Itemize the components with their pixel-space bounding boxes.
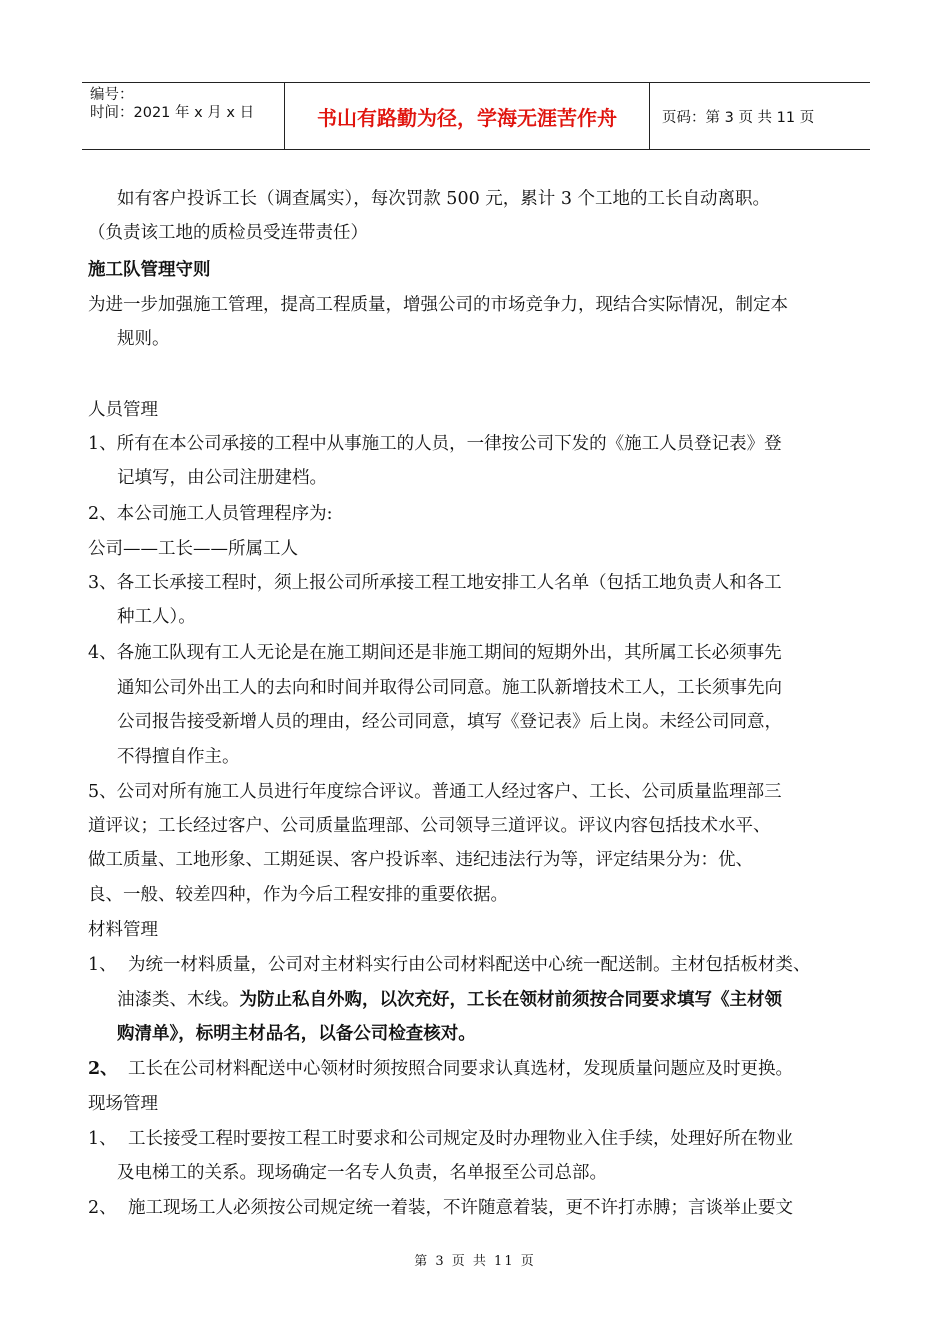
document-number-label: 编号：: [90, 87, 134, 103]
list-item: [88, 1122, 868, 1156]
list-item: [88, 948, 868, 982]
header-meta: [82, 83, 284, 149]
list-item: 1、所有在本公司承接的工程中从事施工的人员，一律按公司下发的《施工人员登记表》登: [88, 434, 782, 454]
paragraph: 如有客户投诉工长（调查属实），每次罚款 500 元，累计 3 个工地的工长自动离职。: [117, 189, 771, 209]
section-heading-site: 现场管理: [88, 1094, 158, 1114]
page-header: [82, 82, 870, 150]
emphasis-text: 为防止私自外购，以次充好，工长在领材前须按合同要求填写《主材领: [239, 990, 782, 1010]
list-item-continuation: 记填写，由公司注册建档。: [117, 468, 327, 488]
list-item-continuation: 公司报告接受新增人员的理由，经公司同意，填写《登记表》后上岗。未经公司同意，: [117, 712, 782, 732]
list-item: 3、各工长承接工程时，须上报公司所承接工程工地安排工人名单（包括工地负责人和各工: [88, 573, 782, 593]
list-item-continuation: 及电梯工的关系。现场确定一名专人负责，名单报至公司总部。: [117, 1163, 607, 1183]
emphasis-text: 购清单》，标明主材品名，以备公司检查核对。: [117, 1024, 476, 1044]
paragraph: （负责该工地的质检员受连带责任）: [88, 223, 368, 243]
list-item-continuation: 道评议；工长经过客户、公司质量监理部、公司领导三道评议。评议内容包括技术水平、: [88, 816, 771, 836]
list-number: 1、: [88, 1129, 117, 1149]
list-item: 2、本公司施工人员管理程序为:: [88, 504, 333, 524]
section-heading-material: 材料管理: [88, 920, 158, 940]
list-item-continuation: [88, 983, 897, 1017]
list-item-continuation: 种工人）。: [117, 607, 196, 627]
list-text: 施工现场工人必须按公司规定统一着装，不许随意着装，更不许打赤膊；言谈举止要文: [128, 1198, 793, 1218]
list-text: 油漆类、木线。: [117, 990, 240, 1010]
flow-text: 公司——工长——所属工人: [88, 539, 298, 559]
paragraph: 为进一步加强施工管理，提高工程质量，增强公司的市场竞争力，现结合实际情况，制定本: [88, 295, 788, 315]
list-item-continuation: 通知公司外出工人的去向和时间并取得公司同意。施工队新增技术工人，工长须事先向: [117, 678, 782, 698]
list-item: [88, 1052, 868, 1086]
list-item-continuation: 做工质量、工地形象、工期延误、客户投诉率、违纪违法行为等，评定结果分为：优、: [88, 850, 753, 870]
list-item: 5、公司对所有施工人员进行年度综合评议。普通工人经过客户、工长、公司质量监理部三: [88, 782, 782, 802]
list-item: [88, 1191, 868, 1225]
list-number: 1、: [88, 955, 117, 975]
list-item-continuation: 不得擅自作主。: [117, 747, 240, 767]
header-page-number: 页码：第 3 页 共 11 页: [662, 109, 815, 126]
list-text: 为统一材料质量，公司对主材料实行由公司材料配送中心统一配送制。主材包括板材类、: [128, 955, 811, 975]
list-item-continuation: 良、一般、较差四种，作为今后工程安排的重要依据。: [88, 885, 508, 905]
document-time-label: 时间：2021 年 x 月 x 日: [90, 105, 255, 121]
list-text: 工长在公司材料配送中心领材时须按照合同要求认真选材，发现质量问题应及时更换。: [128, 1059, 793, 1079]
list-item: 4、各施工队现有工人无论是在施工期间还是非施工期间的短期外出，其所属工长必须事先: [88, 643, 782, 663]
list-number: 2、: [88, 1198, 117, 1218]
list-text: 工长接受工程时要按工程工时要求和公司规定及时办理物业入住手续，处理好所在物业: [128, 1129, 793, 1149]
header-motto: 书山有路勤为径，学海无涯苦作舟: [284, 83, 650, 149]
page-footer: 第 3 页 共 11 页: [414, 1254, 536, 1269]
paragraph: 规则。: [117, 329, 170, 349]
list-number: 2、: [88, 1059, 118, 1079]
section-heading-personnel: 人员管理: [88, 400, 158, 420]
section-title: 施工队管理守则: [88, 260, 211, 280]
